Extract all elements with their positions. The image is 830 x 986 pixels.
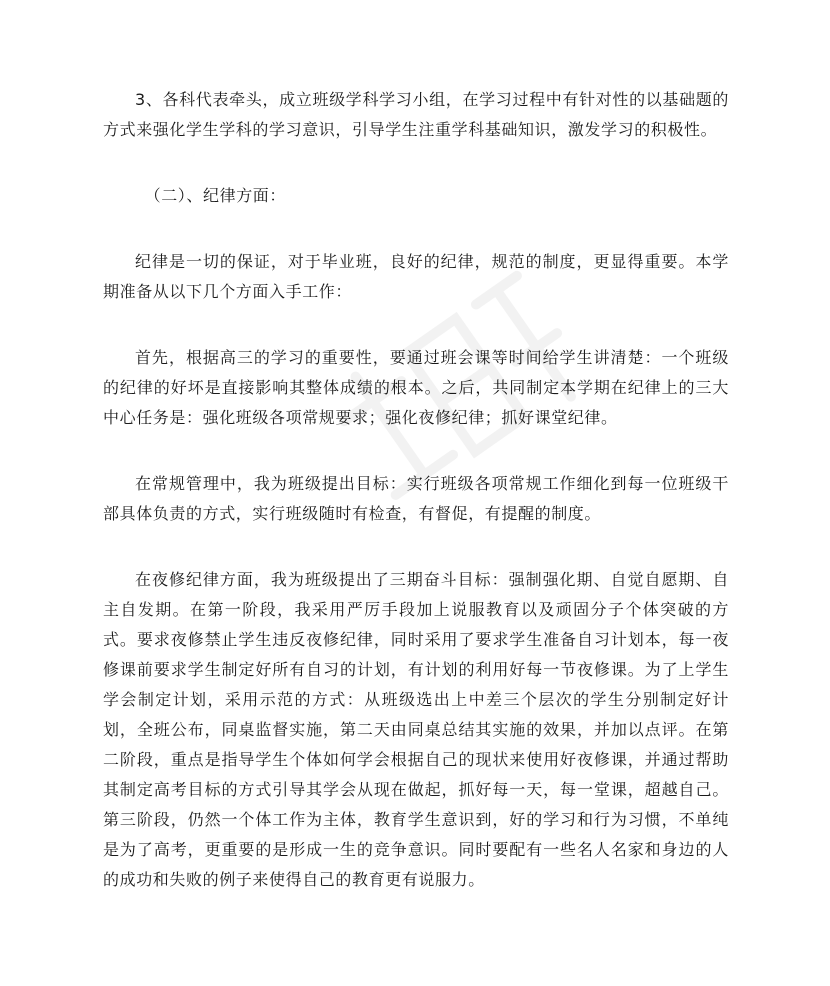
paragraph-first-steps: 首先，根据高三的学习的重要性，要通过班会课等时间给学生讲清楚：一个班级的纪律的好坏是直接影响其整体成绩的根本。之后，共同制定本学期在纪律上的三大中心任务是：强化班级各项常规要求；强化夜修纪律；抓好课堂纪律。: [103, 348, 729, 427]
paragraph-discipline-intro: 纪律是一切的保证，对于毕业班，良好的纪律，规范的制度，更显得重要。本学期准备从以下几个方面入手工作：: [103, 252, 729, 301]
paragraph-study-groups: 3、各科代表牵头，成立班级学科学习小组，在学习过程中有针对性的以基础题的方式来强化学生学科的学习意识，引导学生注重学科基础知识，激发学习的积极性。: [103, 90, 729, 139]
section-heading-discipline: （二）、纪律方面：: [144, 186, 286, 205]
paragraph-routine-management: 在常规管理中，我为班级提出目标：实行班级各项常规工作细化到每一位班级干部具体负责的方式，实行班级随时有检查，有督促，有提醒的制度。: [103, 474, 729, 523]
document-body: [103, 85, 729, 895]
paragraph-evening-study: 在夜修纪律方面，我为班级提出了三期奋斗目标：强制强化期、自觉自愿期、自主自发期。在第一阶段，我采用严厉手段加上说服教育以及顽固分子个体突破的方式。要求夜修禁止学生违反夜修纪律，同时采用了要求学生准备自习计划本，每一夜修课前要求学生制定好所有自习的计划，有计划的利用好每一节夜修课。为了上学生学会制定计划，采用示范的方式：从班级选出上中差三个层次的学生分别制定好计划，全班公布，同桌监督实施，第二天由同桌总结其实施的效果，并加以点评。在第二阶段，重点是指导学生个体如何学会根据自己的现状来使用好夜修课，并通过帮助其制定高考目标的方式引导其学会从现在做起，抓好每一天，每一堂课，超越自己。第三阶段，仍然一个体工作为主体，教育学生意识到，好的学习和行为习惯，不单纯是为了高考，更重要的是形成一生的竞争意识。同时要配有一些名人名家和身边的人的成功和失败的例子来使得自己的教育更有说服力。: [103, 570, 729, 889]
